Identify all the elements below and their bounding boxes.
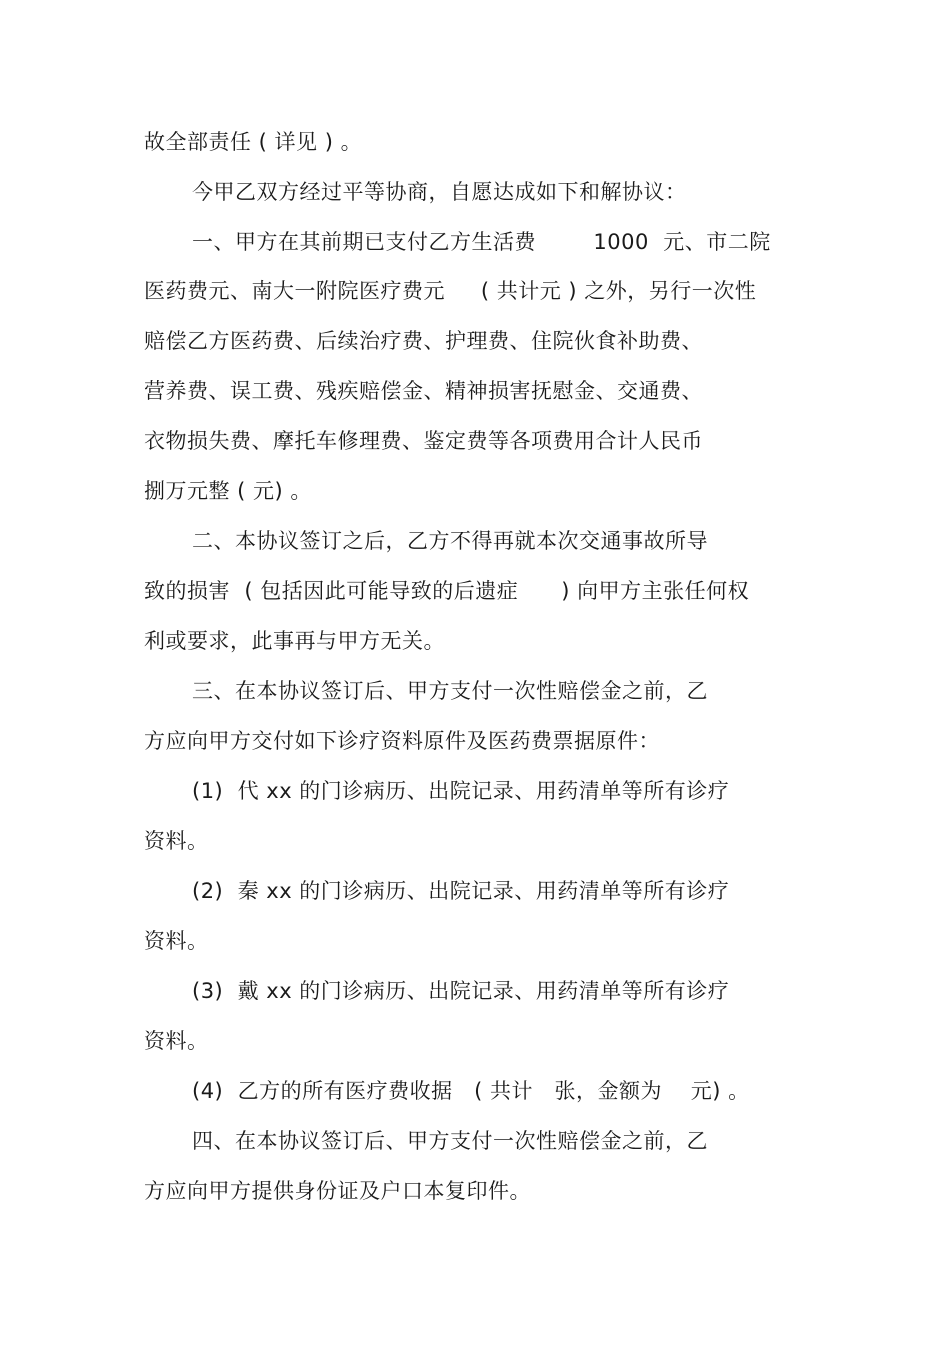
list-item-4: (4) 乙方的所有医疗费收据 ( 共计 张，金额为 元) 。 — [192, 1079, 750, 1103]
clause-2-line: 致的损害 ( 包括因此可能导致的后遗症 ) 向甲方主张任何权 — [144, 579, 750, 603]
clause-1-line: 营养费、误工费、残疾赔偿金、精神损害抚慰金、交通费、 — [144, 379, 703, 403]
clause-2-line: 二、本协议签订之后，乙方不得再就本次交通事故所导 — [192, 529, 708, 553]
clause-1-line: 医药费元、南大一附院医疗费元 ( 共计元 ) 之外，另行一次性 — [144, 279, 757, 303]
clause-3-line: 方应向甲方交付如下诊疗资料原件及医药费票据原件： — [144, 729, 660, 753]
clause-1-line: 捌万元整 ( 元) 。 — [144, 479, 312, 503]
list-item-3: 资料。 — [144, 1029, 209, 1053]
clause-1-line: 赔偿乙方医药费、后续治疗费、护理费、住院伙食补助费、 — [144, 329, 703, 353]
list-item-2: (2) 秦 xx 的门诊病历、出院记录、用药清单等所有诊疗 — [192, 879, 730, 903]
text-line: 故全部责任 ( 详见 ) 。 — [144, 130, 363, 154]
clause-3-line: 三、在本协议签订后、甲方支付一次性赔偿金之前，乙 — [192, 679, 708, 703]
list-item-1: (1) 代 xx 的门诊病历、出院记录、用药清单等所有诊疗 — [192, 779, 730, 803]
paragraph-intro: 今甲乙双方经过平等协商，自愿达成如下和解协议： — [192, 180, 687, 204]
clause-4-line: 方应向甲方提供身份证及户口本复印件。 — [144, 1179, 531, 1203]
clause-2-line: 利或要求，此事再与甲方无关。 — [144, 629, 445, 653]
list-item-2: 资料。 — [144, 929, 209, 953]
clause-1-line: 衣物损失费、摩托车修理费、鉴定费等各项费用合计人民币 — [144, 429, 703, 453]
clause-1-line: 一、甲方在其前期已支付乙方生活费 1000 元、市二院 — [192, 230, 771, 254]
list-item-3: (3) 戴 xx 的门诊病历、出院记录、用药清单等所有诊疗 — [192, 979, 730, 1003]
list-item-1: 资料。 — [144, 829, 209, 853]
clause-4-line: 四、在本协议签订后、甲方支付一次性赔偿金之前，乙 — [192, 1129, 708, 1153]
